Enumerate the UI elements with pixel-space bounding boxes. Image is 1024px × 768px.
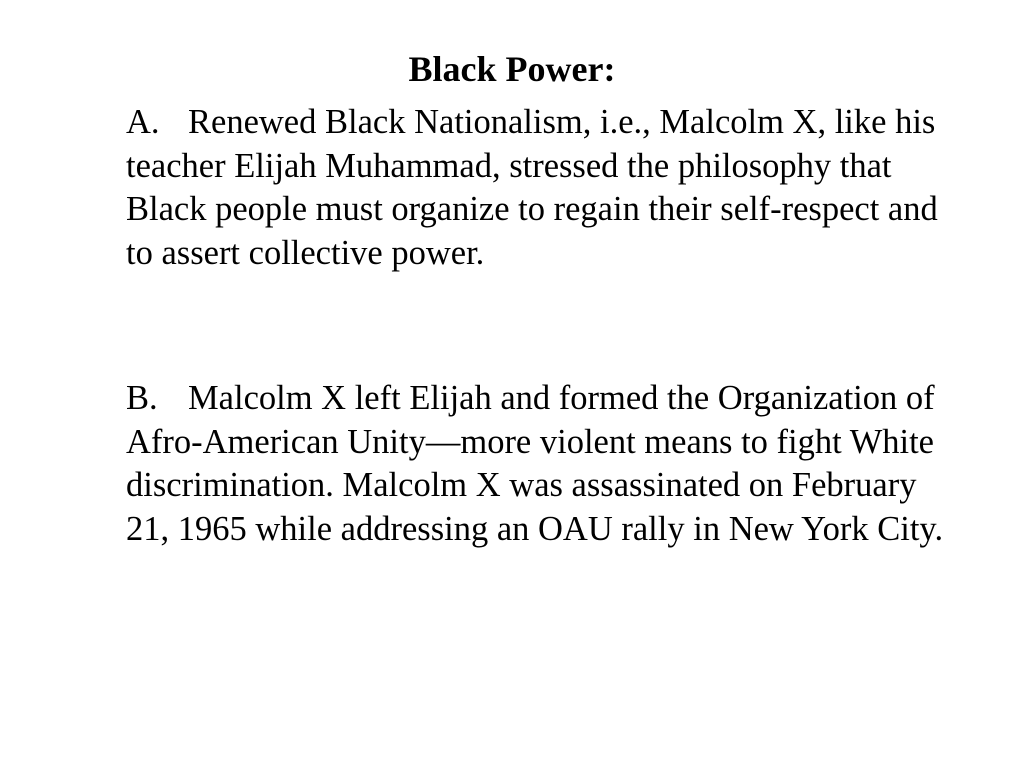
point-a: [126, 101, 966, 275]
slide-title: Black Power:: [408, 49, 616, 89]
point-b: [126, 377, 966, 551]
point-b-marker: B.: [126, 379, 158, 417]
point-a-marker: A.: [126, 103, 160, 141]
point-a-text: Renewed Black Nationalism, i.e., Malcolm X, like his teacher Elijah Muhammad, stressed the philosophy that Black people must organize to regain their self-respect and to assert collective power.: [126, 103, 938, 272]
point-b-text: Malcolm X left Elijah and formed the Organization of Afro-American Unity—more violent means to fight White discrimination. Malcolm X was assassinated on February 21, 1965 while addressing an OAU rally in New York City.: [126, 379, 944, 548]
